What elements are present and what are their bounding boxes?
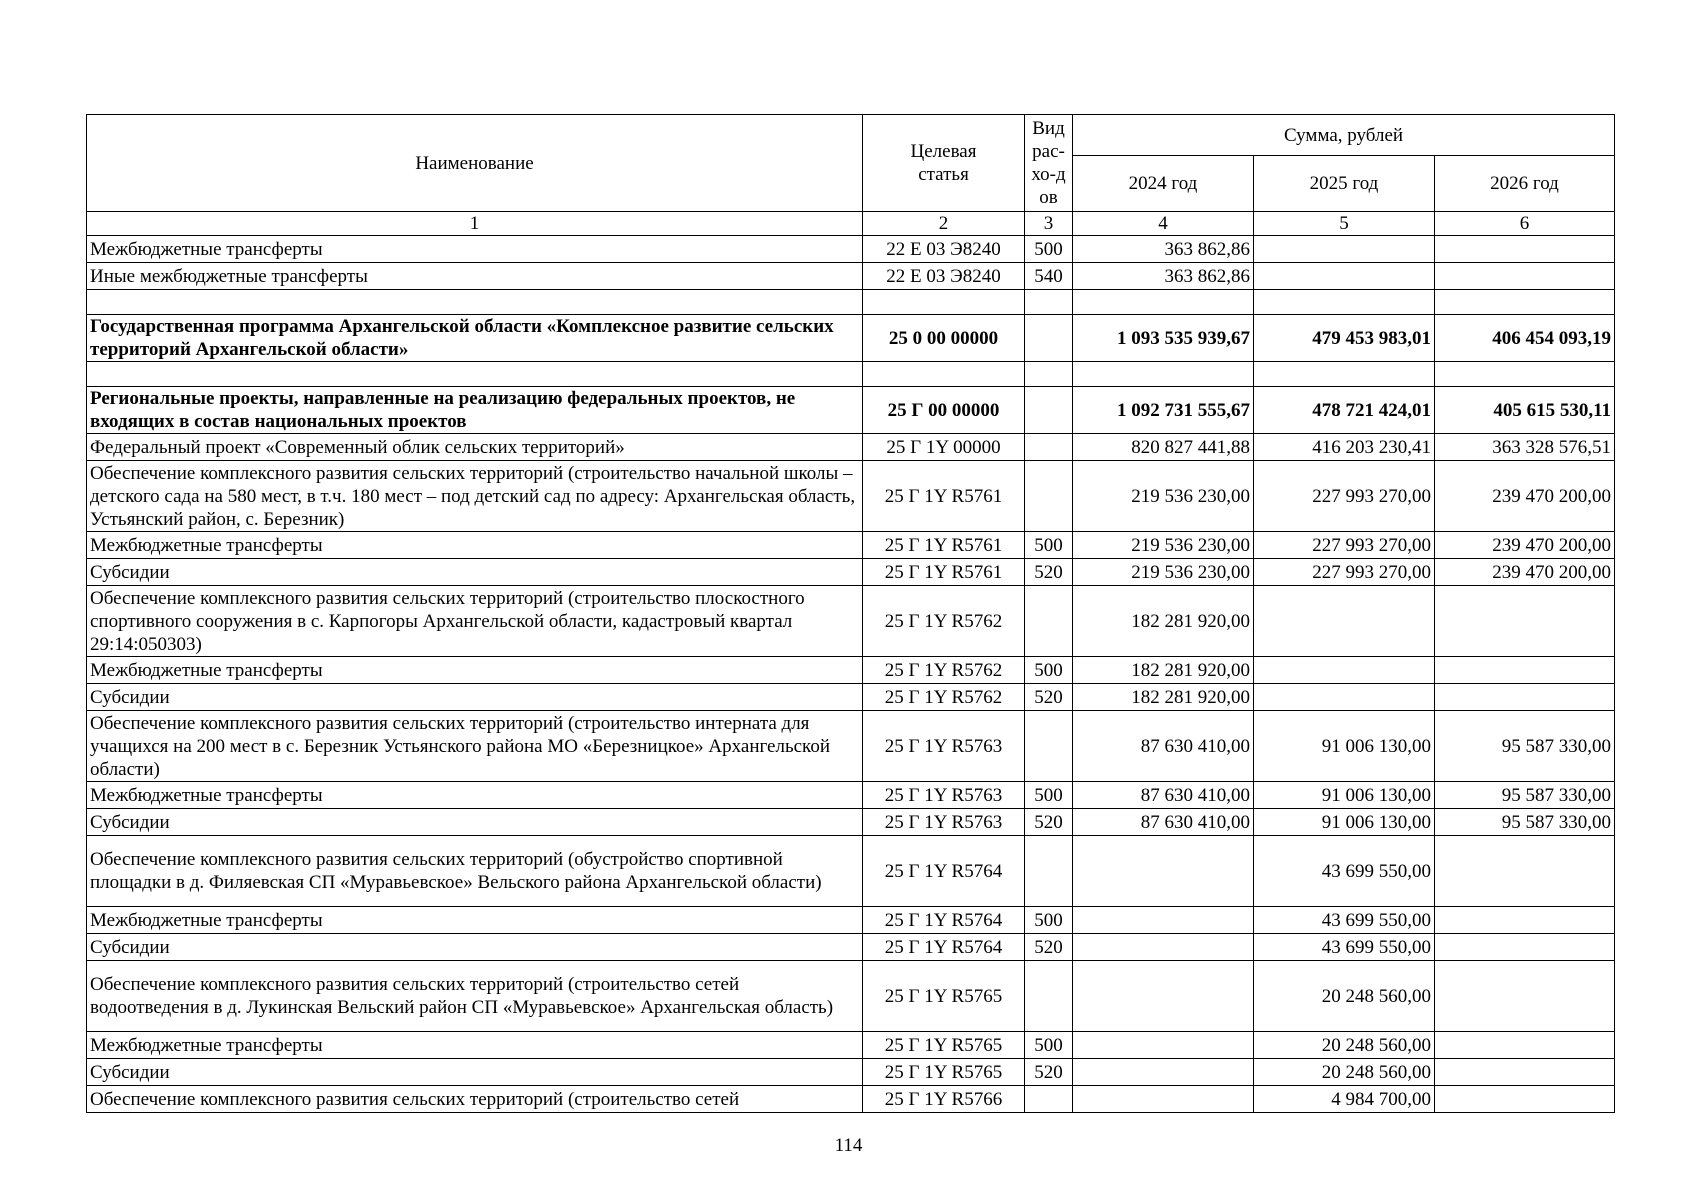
header-name: Наименование [87,115,863,212]
header-expense-type-text: Вид рас-хо-дов [1031,118,1066,208]
table-row [87,907,1615,934]
table-row [87,586,1615,657]
row-name: Межбюджетные трансферты [87,657,863,684]
row-name: Обеспечение комплексного развития сельских территорий (строительство сетей водоотведения в д. Лукинская Вельский район СП «Муравьевское» Архангельская область) [87,961,863,1032]
row-amount-2025: 479 453 983,01 [1254,315,1435,362]
row-name: Субсидии [87,684,863,711]
header-year-2024: 2024 год [1073,156,1254,212]
column-number: 2 [863,212,1025,236]
row-amount-2026 [1435,263,1615,290]
row-code: 25 Г 1Y R5763 [863,782,1025,809]
row-name: Обеспечение комплексного развития сельских территорий (строительство сетей [87,1086,863,1113]
row-amount-2025: 416 203 230,41 [1254,434,1435,461]
table-row [87,1059,1615,1086]
row-amount-2026: 239 470 200,00 [1435,559,1615,586]
row-type: 540 [1025,263,1073,290]
row-amount-2026 [1435,657,1615,684]
row-amount-2024 [1073,362,1254,387]
column-number: 6 [1435,212,1615,236]
row-name: Обеспечение комплексного развития сельских территорий (обустройство спортивной площадки в д. Филяевская СП «Муравьевское» Вельского района Архангельской области) [87,836,863,907]
row-amount-2025: 20 248 560,00 [1254,1032,1435,1059]
row-amount-2024: 363 862,86 [1073,263,1254,290]
row-amount-2025 [1254,362,1435,387]
row-code: 25 Г 1Y R5762 [863,684,1025,711]
row-amount-2025: 91 006 130,00 [1254,809,1435,836]
row-type: 500 [1025,532,1073,559]
row-amount-2025: 227 993 270,00 [1254,461,1435,532]
row-name: Межбюджетные трансферты [87,1032,863,1059]
row-amount-2026: 239 470 200,00 [1435,532,1615,559]
row-amount-2025: 91 006 130,00 [1254,711,1435,782]
row-amount-2025 [1254,684,1435,711]
row-type [1025,362,1073,387]
header-expense-type [1025,115,1073,212]
row-code: 22 Е 03 Э8240 [863,263,1025,290]
table-row [87,559,1615,586]
row-code: 25 Г 1Y R5765 [863,1059,1025,1086]
row-amount-2026 [1435,836,1615,907]
row-type: 500 [1025,657,1073,684]
row-type: 520 [1025,934,1073,961]
row-code: 25 Г 1Y R5765 [863,1032,1025,1059]
table-row-regional-projects [87,387,1615,434]
table-body [87,236,1615,1113]
row-amount-2025 [1254,586,1435,657]
row-type: 500 [1025,907,1073,934]
table-header [87,115,1615,236]
row-type [1025,836,1073,907]
row-amount-2024 [1073,1032,1254,1059]
table-row [87,711,1615,782]
row-amount-2024: 87 630 410,00 [1073,809,1254,836]
row-amount-2024: 87 630 410,00 [1073,782,1254,809]
row-name: Государственная программа Архангельской области «Комплексное развитие сельских территорий Архангельской области» [87,315,863,362]
row-type [1025,434,1073,461]
row-amount-2024: 87 630 410,00 [1073,711,1254,782]
header-target-article-text: Целевая статья [910,141,977,185]
row-amount-2025: 478 721 424,01 [1254,387,1435,434]
row-amount-2026: 405 615 530,11 [1435,387,1615,434]
row-code: 25 Г 1Y 00000 [863,434,1025,461]
row-amount-2025 [1254,236,1435,263]
row-amount-2026 [1435,236,1615,263]
table-row [87,1086,1615,1113]
row-name: Межбюджетные трансферты [87,532,863,559]
row-amount-2026: 95 587 330,00 [1435,809,1615,836]
row-amount-2026 [1435,1086,1615,1113]
row-amount-2025 [1254,290,1435,315]
row-code [863,290,1025,315]
row-code: 25 Г 1Y R5763 [863,809,1025,836]
row-amount-2025: 227 993 270,00 [1254,559,1435,586]
row-amount-2026 [1435,961,1615,1032]
row-code: 22 Е 03 Э8240 [863,236,1025,263]
row-name: Субсидии [87,1059,863,1086]
table-row [87,934,1615,961]
row-type [1025,461,1073,532]
row-code [863,362,1025,387]
row-code: 25 Г 1Y R5765 [863,961,1025,1032]
table-row [87,263,1615,290]
row-code: 25 0 00 00000 [863,315,1025,362]
row-name: Обеспечение комплексного развития сельских территорий (строительство плоскостного спортивного сооружения в с. Карпогоры Архангельской области, кадастровый квартал 29:14:050303) [87,586,863,657]
row-type [1025,315,1073,362]
row-name: Федеральный проект «Современный облик сельских территорий» [87,434,863,461]
row-amount-2024: 219 536 230,00 [1073,559,1254,586]
row-type: 500 [1025,236,1073,263]
row-amount-2026 [1435,362,1615,387]
table-row [87,236,1615,263]
row-type [1025,586,1073,657]
table-row [87,809,1615,836]
row-amount-2025: 91 006 130,00 [1254,782,1435,809]
row-amount-2026 [1435,684,1615,711]
budget-table [86,114,1615,1113]
row-name: Обеспечение комплексного развития сельских территорий (строительство интерната для учащихся на 200 мест в с. Березник Устьянского района МО «Березницкое» Архангельской области) [87,711,863,782]
row-type [1025,711,1073,782]
column-number: 4 [1073,212,1254,236]
row-amount-2026 [1435,290,1615,315]
row-type: 520 [1025,559,1073,586]
row-amount-2026 [1435,907,1615,934]
row-code: 25 Г 1Y R5764 [863,907,1025,934]
row-amount-2024: 1 093 535 939,67 [1073,315,1254,362]
row-code: 25 Г 1Y R5761 [863,461,1025,532]
row-name: Обеспечение комплексного развития сельских территорий (строительство начальной школы – детского сада на 580 мест, в т.ч. 180 мест – под детский сад по адресу: Архангельская область, Устьянский район, с. Березник) [87,461,863,532]
row-amount-2025: 43 699 550,00 [1254,836,1435,907]
page-number: 114 [834,1135,863,1156]
row-amount-2025: 43 699 550,00 [1254,934,1435,961]
row-amount-2026 [1435,586,1615,657]
row-type [1025,290,1073,315]
row-amount-2024: 182 281 920,00 [1073,684,1254,711]
row-amount-2024 [1073,934,1254,961]
column-number: 5 [1254,212,1435,236]
row-name: Субсидии [87,934,863,961]
row-name [87,362,863,387]
row-name: Иные межбюджетные трансферты [87,263,863,290]
table-row [87,532,1615,559]
row-amount-2025: 4 984 700,00 [1254,1086,1435,1113]
row-amount-2024: 820 827 441,88 [1073,434,1254,461]
row-type [1025,387,1073,434]
header-sum: Сумма, рублей [1073,115,1615,156]
row-amount-2026 [1435,1059,1615,1086]
row-type [1025,961,1073,1032]
row-code: 25 Г 1Y R5762 [863,586,1025,657]
row-code: 25 Г 1Y R5761 [863,559,1025,586]
row-amount-2024 [1073,961,1254,1032]
row-amount-2024: 363 862,86 [1073,236,1254,263]
row-amount-2024 [1073,290,1254,315]
table-row [87,434,1615,461]
row-amount-2026 [1435,934,1615,961]
row-amount-2024 [1073,1059,1254,1086]
table-row [87,836,1615,907]
row-amount-2024: 219 536 230,00 [1073,532,1254,559]
row-name: Субсидии [87,559,863,586]
row-code: 25 Г 1Y R5764 [863,934,1025,961]
row-amount-2025: 20 248 560,00 [1254,1059,1435,1086]
row-name: Субсидии [87,809,863,836]
column-number-row [87,212,1615,236]
row-amount-2024: 182 281 920,00 [1073,657,1254,684]
row-name: Межбюджетные трансферты [87,907,863,934]
row-code: 25 Г 1Y R5761 [863,532,1025,559]
row-code: 25 Г 1Y R5762 [863,657,1025,684]
row-type [1025,1086,1073,1113]
table-row [87,684,1615,711]
table-row [87,461,1615,532]
row-amount-2025: 20 248 560,00 [1254,961,1435,1032]
row-amount-2025 [1254,657,1435,684]
row-amount-2025 [1254,263,1435,290]
row-amount-2026: 95 587 330,00 [1435,711,1615,782]
row-amount-2024: 182 281 920,00 [1073,586,1254,657]
column-number: 3 [1025,212,1073,236]
row-type: 500 [1025,782,1073,809]
header-target-article [863,115,1025,212]
header-year-2026: 2026 год [1435,156,1615,212]
table-row-empty [87,290,1615,315]
row-name: Региональные проекты, направленные на реализацию федеральных проектов, не входящих в состав национальных проектов [87,387,863,434]
row-amount-2026 [1435,1032,1615,1059]
column-number: 1 [87,212,863,236]
row-code: 25 Г 1Y R5766 [863,1086,1025,1113]
row-amount-2024: 1 092 731 555,67 [1073,387,1254,434]
row-amount-2025: 227 993 270,00 [1254,532,1435,559]
row-name [87,290,863,315]
header-year-2025: 2025 год [1254,156,1435,212]
table-row [87,1032,1615,1059]
row-amount-2026: 239 470 200,00 [1435,461,1615,532]
row-amount-2024 [1073,907,1254,934]
table-row [87,961,1615,1032]
row-amount-2024 [1073,836,1254,907]
table-row-program [87,315,1615,362]
table-row [87,657,1615,684]
row-amount-2024 [1073,1086,1254,1113]
row-amount-2026: 406 454 093,19 [1435,315,1615,362]
row-type: 520 [1025,684,1073,711]
row-amount-2026: 95 587 330,00 [1435,782,1615,809]
row-type: 520 [1025,809,1073,836]
row-code: 25 Г 1Y R5764 [863,836,1025,907]
row-type: 500 [1025,1032,1073,1059]
table-row-empty [87,362,1615,387]
row-code: 25 Г 00 00000 [863,387,1025,434]
row-code: 25 Г 1Y R5763 [863,711,1025,782]
row-amount-2024: 219 536 230,00 [1073,461,1254,532]
row-type: 520 [1025,1059,1073,1086]
row-name: Межбюджетные трансферты [87,782,863,809]
row-amount-2026: 363 328 576,51 [1435,434,1615,461]
row-amount-2025: 43 699 550,00 [1254,907,1435,934]
row-name: Межбюджетные трансферты [87,236,863,263]
table-row [87,782,1615,809]
